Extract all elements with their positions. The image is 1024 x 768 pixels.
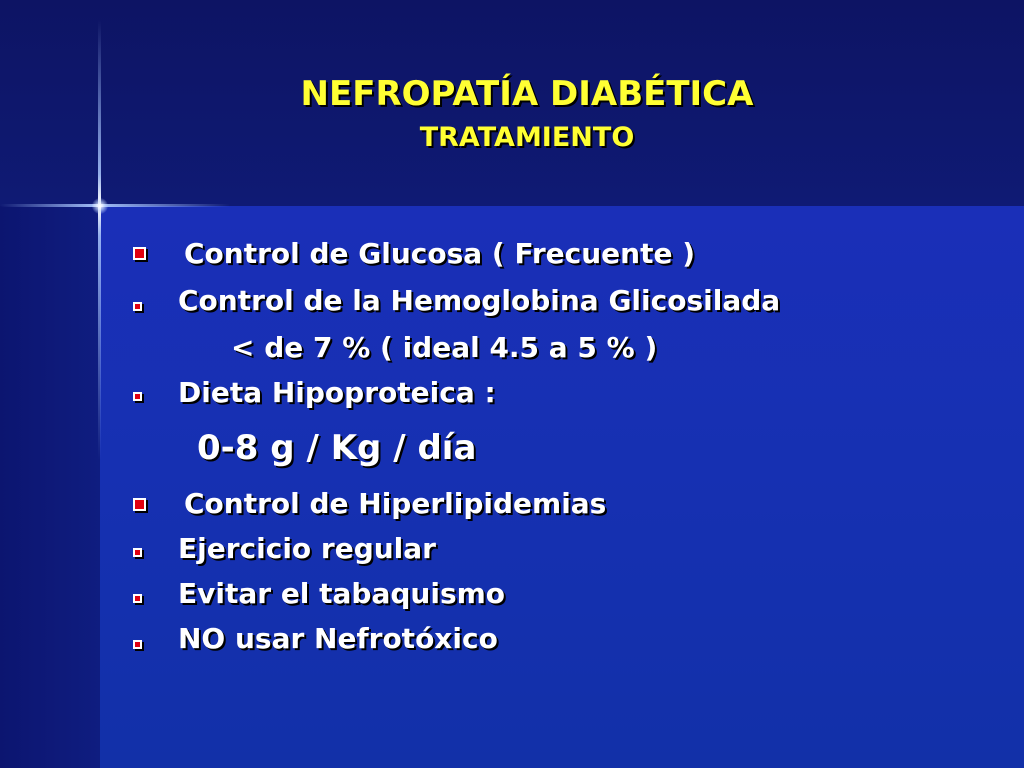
list-item: Dieta Hipoproteica : [178,376,496,409]
square-bullet-icon [133,302,142,311]
square-bullet-icon [133,392,142,401]
light-flare-horizontal [0,204,230,207]
square-bullet-icon [133,498,146,511]
square-bullet-icon [133,640,142,649]
light-flare-center [92,198,108,214]
list-item: Control de Hiperlipidemias [184,487,607,520]
square-bullet-icon [133,247,146,260]
list-item: Control de la Hemoglobina Glicosilada [178,284,781,317]
protein-dose-value: 0-8 g / Kg / día [197,428,477,468]
list-item: NO usar Nefrotóxico [178,622,498,655]
list-item: Control de Glucosa ( Frecuente ) [184,237,695,270]
list-item: Evitar el tabaquismo [178,577,506,610]
slide-title: NEFROPATÍA DIABÉTICA [300,74,754,114]
square-bullet-icon [133,548,142,557]
square-bullet-icon [133,594,142,603]
list-item-continuation: < de 7 % ( ideal 4.5 a 5 % ) [231,331,658,364]
list-item: Ejercicio regular [178,532,436,565]
slide-subtitle: TRATAMIENTO [419,122,635,153]
left-band [0,206,100,768]
